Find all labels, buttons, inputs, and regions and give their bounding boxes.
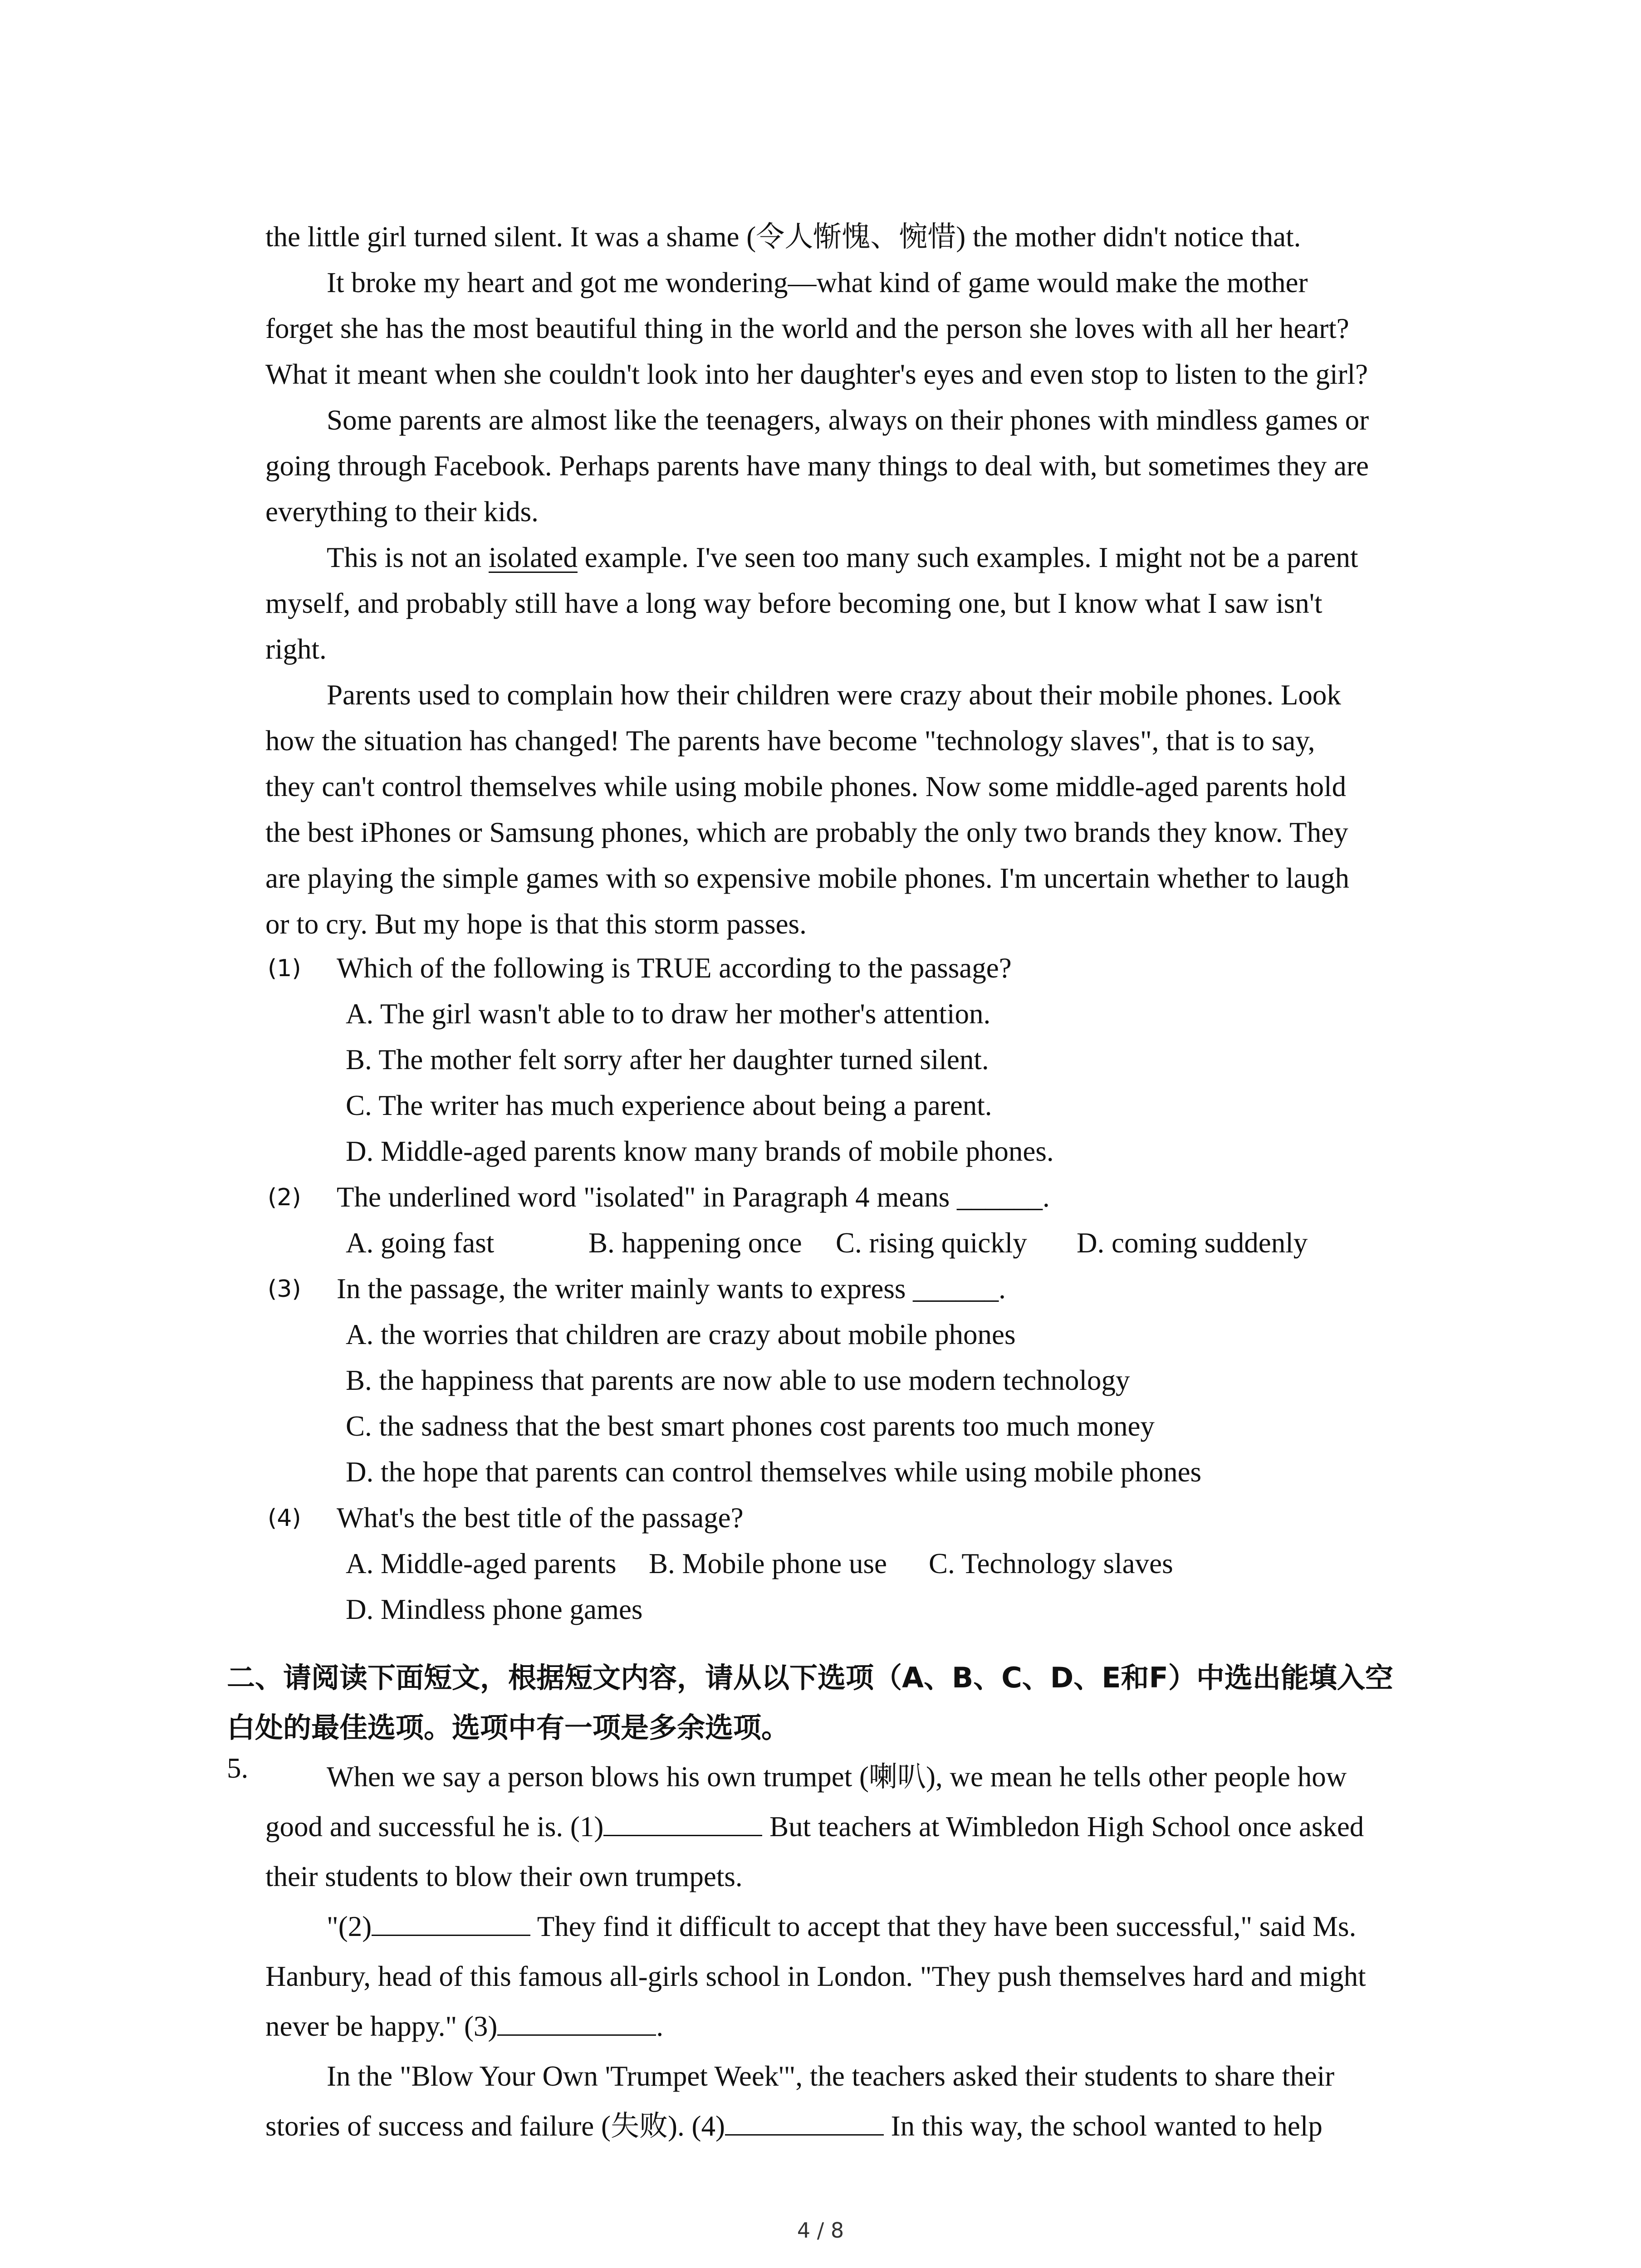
question-text: What's the best title of the passage? (337, 1502, 744, 1534)
answer-blank-1[interactable] (603, 1807, 762, 1836)
underlined-word: isolated (489, 542, 578, 573)
question-option: A. the worries that children are crazy about mobile phones (346, 1319, 1016, 1350)
passage-body (265, 214, 1454, 947)
section-heading-line: 二、请阅读下面短文，根据短文内容，请从以下选项（A、B、C、D、E和F）中选出能填入空 (227, 1661, 1393, 1694)
passage-line: Some parents are almost like the teenagers, always on their phones with mindless games or (327, 404, 1369, 436)
question-number: (1) (268, 955, 301, 982)
passage-text: In this way, the school wanted to help (883, 2110, 1323, 2142)
passage-text: "(2) (327, 1911, 372, 1942)
question-number: (4) (268, 1505, 301, 1532)
passage-line: What it meant when she couldn't look into her daughter's eyes and even stop to listen to the girl? (265, 358, 1368, 390)
question-option: C. the sadness that the best smart phones cost parents too much money (346, 1410, 1155, 1442)
passage-text: example. I've seen too many such examples. I might not be a parent (577, 542, 1358, 573)
question-text: Which of the following is TRUE according to the passage? (337, 952, 1012, 984)
passage-text: This is not an (327, 542, 489, 573)
passage-line (265, 535, 1454, 581)
passage-text: But teachers at Wimbledon High School once asked (762, 1811, 1364, 1843)
question-option: D. Middle-aged parents know many brands of mobile phones. (346, 1135, 1054, 1167)
passage-line: going through Facebook. Perhaps parents have many things to deal with, but sometimes they are (265, 450, 1369, 482)
passage-line (265, 2001, 1454, 2051)
question-option: B. Mobile phone use (649, 1548, 887, 1579)
answer-blank-4[interactable] (725, 2106, 884, 2136)
passage-line (265, 1901, 1454, 1951)
passage-line: their students to blow their own trumpets. (265, 1861, 743, 1892)
passage-line: they can't control themselves while using mobile phones. Now some middle-aged parents hold (265, 771, 1347, 802)
passage-line: everything to their kids. (265, 496, 539, 528)
question-option: B. the happiness that parents are now able to use modern technology (346, 1364, 1130, 1396)
question-option: B. happening once (588, 1227, 802, 1259)
passage-line: forget she has the most beautiful thing in the world and the person she loves with all her heart? (265, 313, 1349, 344)
passage-line: When we say a person blows his own trumpet (喇叭), we mean he tells other people how (327, 1761, 1347, 1793)
passage-line: right. (265, 633, 327, 665)
passage-line (265, 2101, 1454, 2151)
passage-line: In the "Blow Your Own 'Trumpet Week'", the teachers asked their students to share their (327, 2060, 1335, 2092)
question-option: C. rising quickly (836, 1227, 1027, 1259)
question-option: A. going fast (346, 1227, 495, 1259)
passage-text: stories of success and failure (失败). (4) (265, 2110, 725, 2142)
passage2-body (265, 1752, 1454, 2151)
question-option: D. coming suddenly (1077, 1227, 1308, 1259)
passage-text: . (656, 2010, 664, 2042)
question-option: C. Technology slaves (929, 1548, 1173, 1579)
passage-line: Hanbury, head of this famous all-girls school in London. "They push themselves hard and might (265, 1960, 1366, 1992)
question-option: D. the hope that parents can control themselves while using mobile phones (346, 1456, 1202, 1488)
question-option: C. The writer has much experience about being a parent. (346, 1090, 992, 1121)
section-heading (227, 1653, 1461, 1753)
page-number: 4 / 8 (797, 2218, 844, 2243)
section-heading-line: 白处的最佳选项。选项中有一项是多余选项。 (227, 1711, 790, 1744)
question-number: 5. (227, 1752, 249, 1784)
question-option: A. The girl wasn't able to to draw her mother's attention. (346, 998, 991, 1030)
passage-line: are playing the simple games with so expensive mobile phones. I'm uncertain whether to laugh (265, 862, 1349, 894)
answer-blank-3[interactable] (497, 2006, 656, 2036)
question-number: (2) (268, 1184, 301, 1211)
question-option: A. Middle-aged parents (346, 1548, 617, 1579)
passage-text: They find it difficult to accept that they have been successful," said Ms. (530, 1911, 1357, 1942)
question-option: B. The mother felt sorry after her daughter turned silent. (346, 1044, 989, 1075)
question-number: (3) (268, 1276, 301, 1303)
passage-line (265, 1802, 1454, 1852)
passage-line: myself, and probably still have a long way before becoming one, but I know what I saw isn't (265, 587, 1323, 619)
passage-line: the little girl turned silent. It was a shame (令人惭愧、惋惜) the mother didn't notice that. (265, 221, 1301, 253)
passage-line: the best iPhones or Samsung phones, which are probably the only two brands they know. They (265, 816, 1348, 848)
passage-line: Parents used to complain how their children were crazy about their mobile phones. Look (327, 679, 1341, 711)
answer-blank-2[interactable] (372, 1906, 530, 1936)
passage-line: It broke my heart and got me wondering—what kind of game would make the mother (327, 267, 1308, 298)
passage-text: good and successful he is. (1) (265, 1811, 604, 1843)
question-text: In the passage, the writer mainly wants to express ______. (337, 1273, 1006, 1305)
passage-line: how the situation has changed! The parents have become "technology slaves", that is to say, (265, 725, 1315, 757)
passage-line: or to cry. But my hope is that this storm passes. (265, 908, 807, 940)
question-text: The underlined word "isolated" in Paragraph 4 means ______. (337, 1181, 1050, 1213)
question-option: D. Mindless phone games (346, 1593, 643, 1625)
passage-text: never be happy." (3) (265, 2010, 498, 2042)
